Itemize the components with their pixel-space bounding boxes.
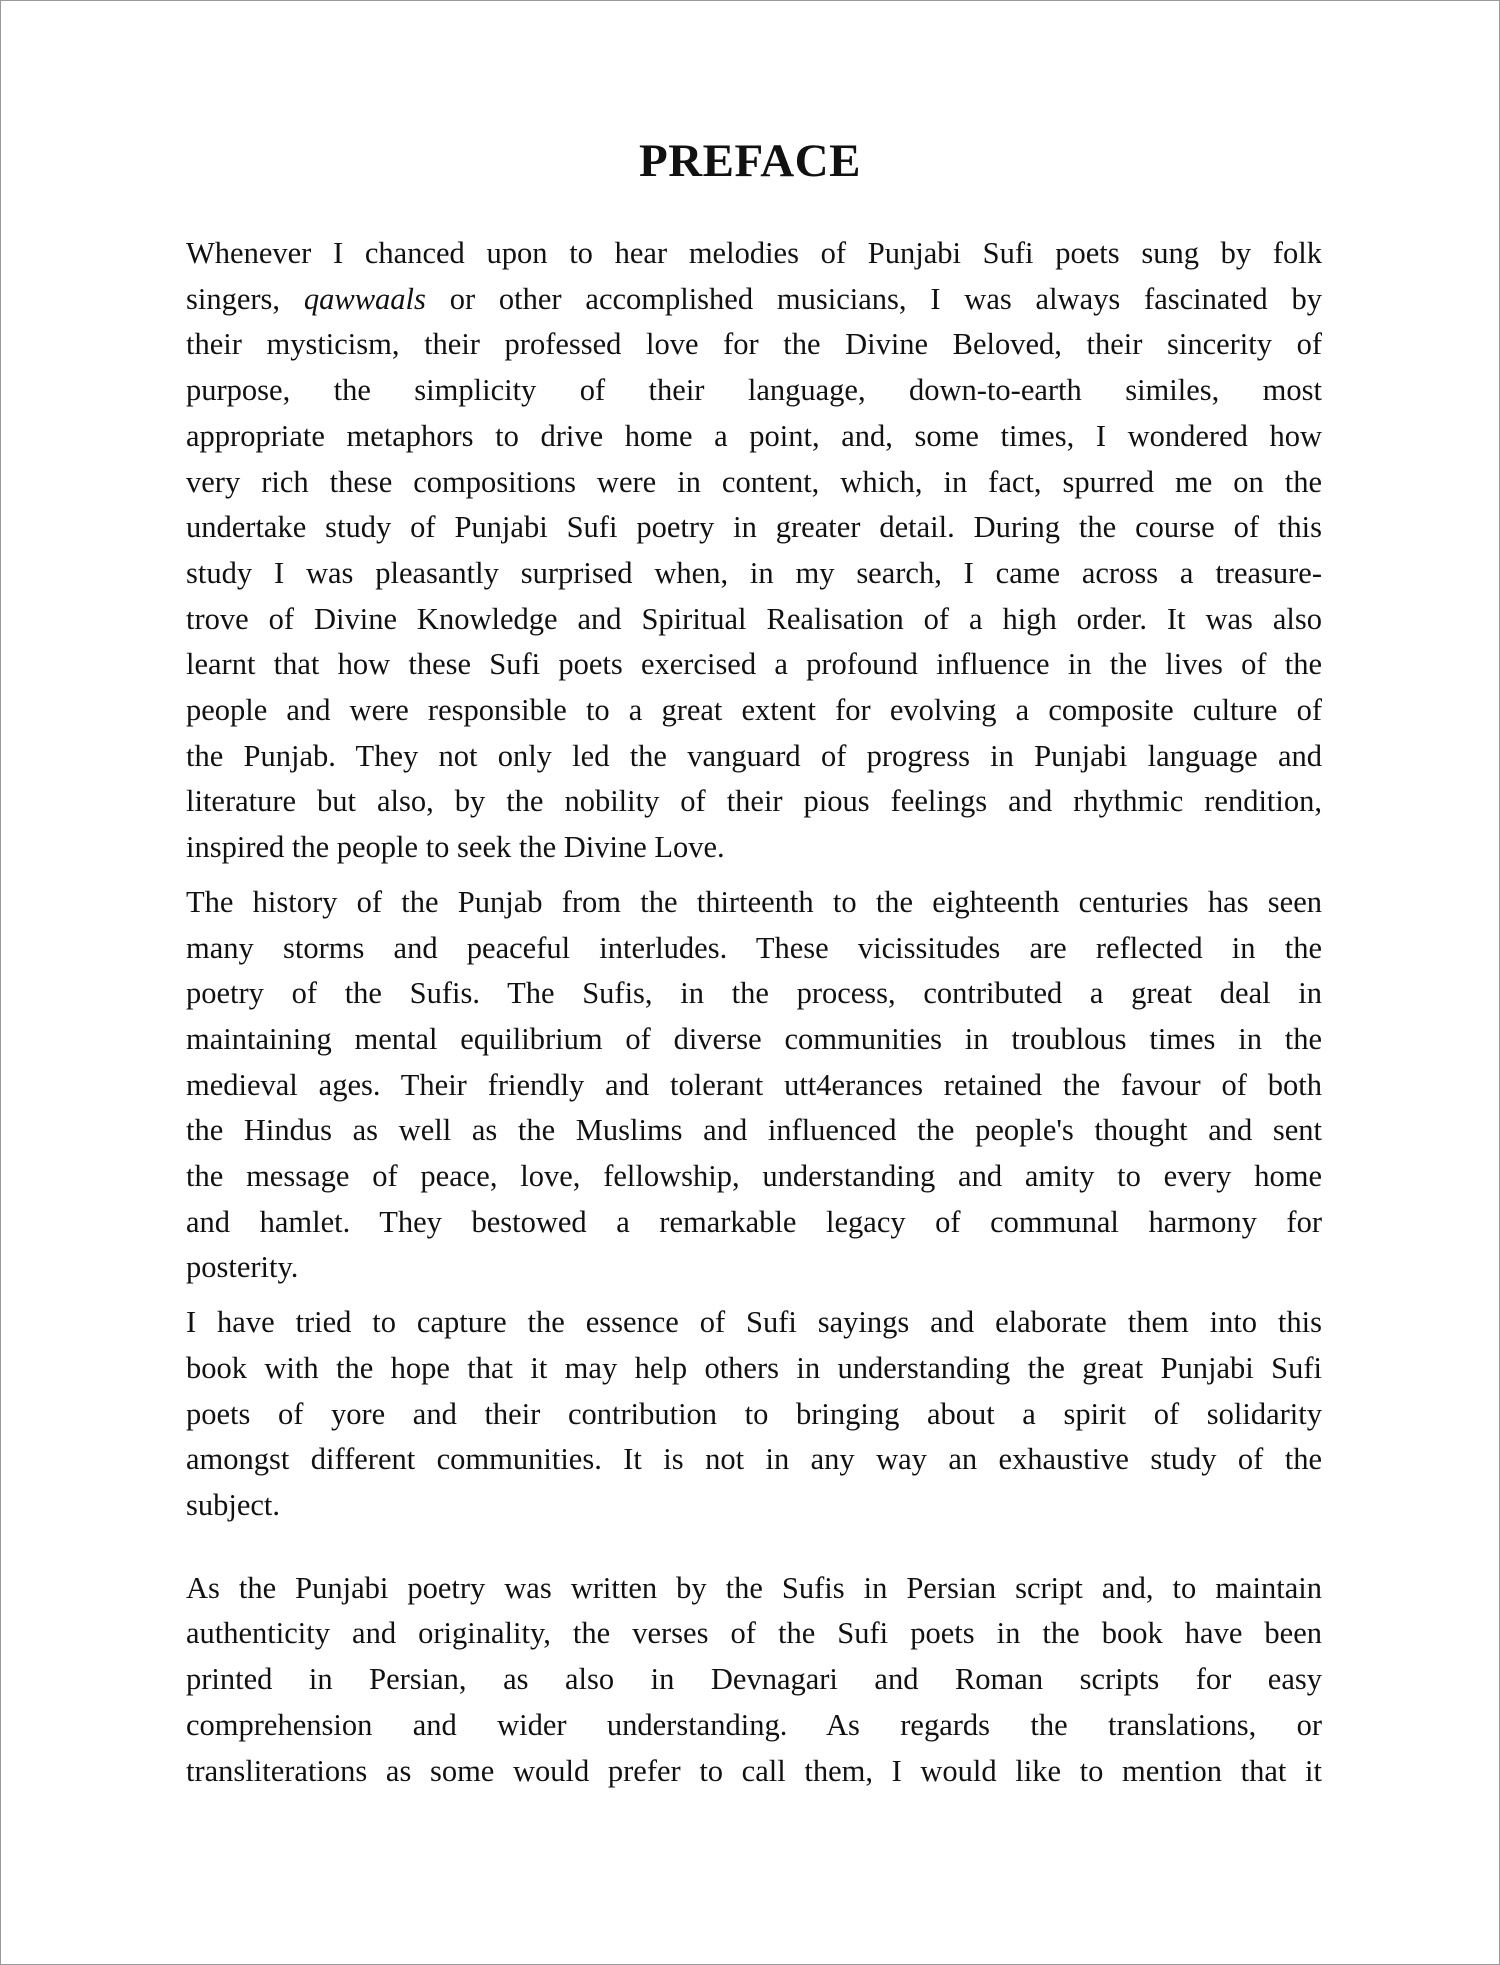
text-line: printed in Persian, as also in Devnagari and Roman scripts for easy <box>186 1662 1322 1697</box>
text-line: singers, qawwaals or other accomplished musicians, I was always fascinated by <box>186 281 1322 316</box>
text-line: literature but also, by the nobility of their pious feelings and rhythmic rendition, <box>186 784 1322 819</box>
paragraph-4 <box>186 1566 1322 1795</box>
paragraph-2 <box>186 880 1322 1291</box>
text-line: and hamlet. They bestowed a remarkable legacy of communal harmony for <box>186 1204 1322 1239</box>
preface-body <box>186 231 1322 1794</box>
text-line: As the Punjabi poetry was written by the Sufis in Persian script and, to maintain <box>186 1570 1322 1605</box>
text-line: people and were responsible to a great extent for evolving a composite culture of <box>186 693 1322 728</box>
text-line: very rich these compositions were in content, which, in fact, spurred me on the <box>186 464 1322 499</box>
paragraph-3 <box>186 1300 1322 1529</box>
text-line: posterity. <box>186 1250 299 1285</box>
text-line: transliterations as some would prefer to call them, I would like to mention that it <box>186 1753 1322 1788</box>
text-line: study I was pleasantly surprised when, in my search, I came across a treasure- <box>186 555 1322 590</box>
text-line: poets of yore and their contribution to bringing about a spirit of solidarity <box>186 1396 1322 1431</box>
text-line: maintaining mental equilibrium of diverse communities in troublous times in the <box>186 1021 1322 1056</box>
paragraph-1 <box>186 231 1322 871</box>
text-line: appropriate metaphors to drive home a point, and, some times, I wondered how <box>186 418 1322 453</box>
page-title: PREFACE <box>639 135 861 187</box>
text-line: The history of the Punjab from the thirteenth to the eighteenth centuries has seen <box>186 884 1322 919</box>
text-line: Whenever I chanced upon to hear melodies of Punjabi Sufi poets sung by folk <box>186 236 1322 270</box>
text-line: inspired the people to seek the Divine Love. <box>186 830 725 865</box>
text-line: comprehension and wider understanding. As regards the translations, or <box>186 1707 1322 1742</box>
text-line: subject. <box>186 1487 281 1522</box>
text-line: authenticity and originality, the verses of the Sufi poets in the book have been <box>186 1616 1322 1651</box>
text-line: amongst different communities. It is not in any way an exhaustive study of the <box>186 1442 1322 1477</box>
text-line: the Hindus as well as the Muslims and influenced the people's thought and sent <box>186 1113 1322 1148</box>
text-line: the Punjab. They not only led the vanguard of progress in Punjabi language and <box>186 738 1322 773</box>
text-line: I have tried to capture the essence of Sufi sayings and elaborate them into this <box>186 1305 1322 1340</box>
text-line: their mysticism, their professed love for the Divine Beloved, their sincerity of <box>186 327 1322 362</box>
text-line: the message of peace, love, fellowship, understanding and amity to every home <box>186 1159 1322 1194</box>
text-line: learnt that how these Sufi poets exercised a profound influence in the lives of the <box>186 647 1322 682</box>
text-line: undertake study of Punjabi Sufi poetry in greater detail. During the course of this <box>186 510 1322 545</box>
text-line: poetry of the Sufis. The Sufis, in the process, contributed a great deal in <box>186 976 1322 1011</box>
text-line: many storms and peaceful interludes. These vicissitudes are reflected in the <box>186 930 1322 965</box>
italic-term: qawwaals <box>303 281 426 316</box>
text-line: purpose, the simplicity of their language, down-to-earth similes, most <box>186 373 1322 408</box>
text-line: medieval ages. Their friendly and tolerant utt4erances retained the favour of both <box>186 1067 1322 1102</box>
text-line: book with the hope that it may help others in understanding the great Punjabi Sufi <box>186 1350 1322 1385</box>
text-line: trove of Divine Knowledge and Spiritual Realisation of a high order. It was also <box>186 601 1322 636</box>
